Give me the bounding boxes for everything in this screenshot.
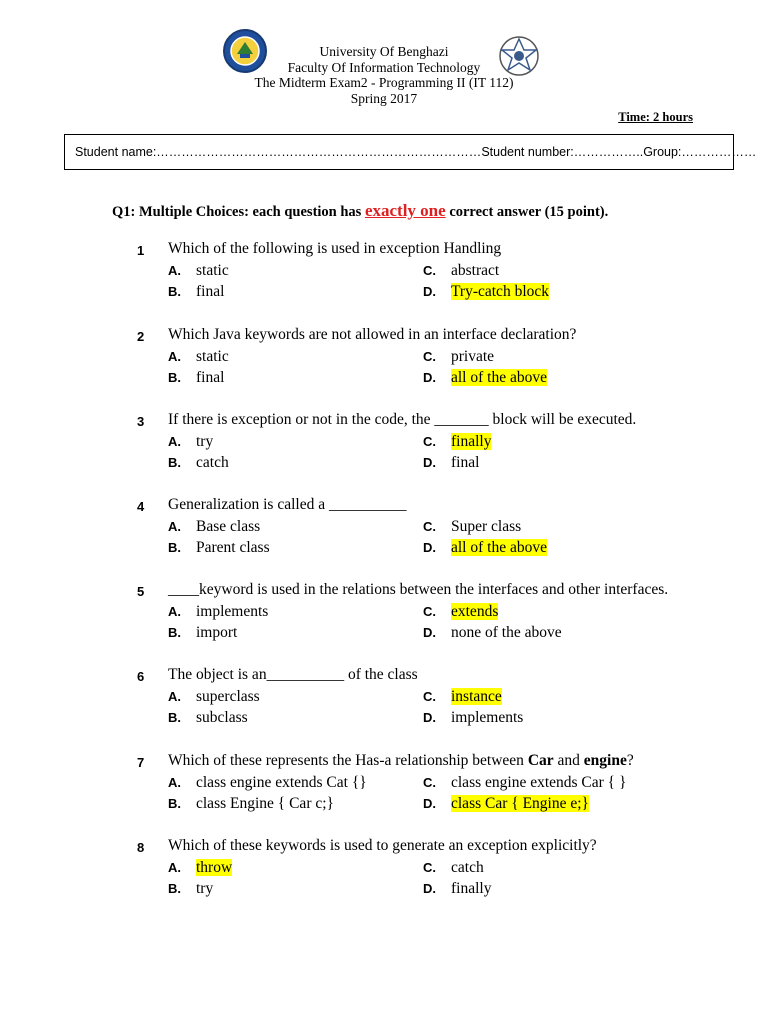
option-b[interactable] [168, 283, 224, 301]
question-number: 8 [137, 840, 145, 855]
question-text: Generalization is called a __________ [168, 496, 407, 513]
option-b[interactable] [168, 454, 229, 472]
correct-answer-highlight: throw [196, 859, 233, 876]
option-letter: C. [423, 689, 436, 704]
option-letter: D. [423, 796, 436, 811]
option-letter: D. [423, 625, 436, 640]
option-letter: B. [168, 625, 181, 640]
student-name-field[interactable]: Student name:…………………………………………………………………… [75, 145, 482, 159]
option-a[interactable] [168, 518, 260, 536]
option-c[interactable] [423, 603, 498, 621]
option-b[interactable] [168, 369, 224, 387]
correct-answer-highlight: finally [451, 433, 492, 450]
option-a[interactable] [168, 262, 229, 280]
option-letter: A. [168, 775, 181, 790]
option-letter: C. [423, 263, 436, 278]
option-text: static [196, 262, 229, 279]
question-text: Which of these keywords is used to generate an exception explicitly? [168, 837, 597, 854]
option-letter: D. [423, 455, 436, 470]
option-c[interactable] [423, 262, 499, 280]
option-text: Base class [196, 518, 261, 535]
option-text: private [451, 348, 495, 365]
option-a[interactable] [168, 433, 213, 451]
option-c[interactable] [423, 774, 626, 792]
correct-answer-highlight: class Car { Engine e;} [451, 795, 589, 812]
question-text: Which Java keywords are not allowed in an interface declaration? [168, 326, 577, 343]
question-number: 4 [137, 499, 145, 514]
exam-duration: Time: 2 hours [618, 110, 693, 124]
option-d[interactable] [423, 454, 479, 472]
option-a[interactable] [168, 774, 367, 792]
option-text: final [196, 369, 225, 386]
faculty-name: Faculty Of Information Technology [287, 59, 481, 75]
option-text: abstract [451, 262, 500, 279]
option-letter: D. [423, 540, 436, 555]
option-letter: A. [168, 263, 181, 278]
option-letter: A. [168, 604, 181, 619]
option-text: static [196, 348, 229, 365]
exam-term: Spring 2017 [350, 90, 418, 106]
correct-answer-highlight: all of the above [451, 539, 547, 556]
question-number: 5 [137, 584, 145, 599]
option-text: try [196, 433, 214, 450]
section-title-suffix: correct answer (15 point). [445, 204, 609, 220]
option-d[interactable] [423, 283, 549, 301]
option-letter: B. [168, 710, 181, 725]
option-text: implements [451, 709, 524, 726]
option-letter: D. [423, 370, 436, 385]
option-d[interactable] [423, 880, 491, 898]
option-c[interactable] [423, 688, 502, 706]
section-title-emphasis: exactly one [364, 201, 446, 220]
option-text: final [196, 283, 225, 300]
question-number: 2 [137, 329, 145, 344]
option-letter: B. [168, 881, 181, 896]
option-d[interactable] [423, 795, 589, 813]
question-number: 7 [137, 755, 145, 770]
option-text: class engine extends Cat {} [196, 774, 367, 791]
option-text: catch [196, 454, 229, 471]
option-b[interactable] [168, 880, 213, 898]
option-text: Parent class [196, 539, 270, 556]
option-letter: D. [423, 881, 436, 896]
question-text: The object is an__________ of the class [168, 666, 418, 683]
question-text: If there is exception or not in the code, the _______ block will be executed. [168, 411, 637, 428]
option-text: none of the above [451, 624, 562, 641]
question-text: ____keyword is used in the relations between the interfaces and other interfaces. [168, 581, 669, 598]
option-letter: B. [168, 540, 181, 555]
option-a[interactable] [168, 688, 260, 706]
section-title [112, 201, 608, 221]
correct-answer-highlight: Try-catch block [451, 283, 550, 300]
correct-answer-highlight: instance [451, 688, 502, 705]
option-d[interactable] [423, 709, 523, 727]
option-c[interactable] [423, 348, 494, 366]
question-number: 6 [137, 669, 145, 684]
option-letter: B. [168, 284, 181, 299]
option-d[interactable] [423, 369, 547, 387]
option-letter: A. [168, 434, 181, 449]
option-b[interactable] [168, 539, 270, 557]
option-letter: C. [423, 434, 436, 449]
question-text: Which of these represents the Has-a relationship between Car and engine? [168, 752, 634, 769]
option-letter: D. [423, 710, 436, 725]
option-text: superclass [196, 688, 260, 705]
question-text: Which of the following is used in exception Handling [168, 240, 502, 257]
option-letter: B. [168, 370, 181, 385]
option-text: Super class [451, 518, 522, 535]
option-letter: A. [168, 519, 181, 534]
option-letter: C. [423, 775, 436, 790]
university-name: University Of Benghazi [319, 44, 449, 59]
option-letter: C. [423, 860, 436, 875]
option-text: class Engine { Car c;} [196, 795, 334, 812]
option-letter: A. [168, 860, 181, 875]
question-number: 3 [137, 414, 145, 429]
student-number-field[interactable]: Student number:…………….. [481, 145, 644, 159]
option-text: finally [451, 880, 492, 897]
option-letter: C. [423, 349, 436, 364]
correct-answer-highlight: all of the above [451, 369, 547, 386]
option-letter: C. [423, 519, 436, 534]
option-letter: B. [168, 796, 181, 811]
option-letter: C. [423, 604, 436, 619]
option-b[interactable] [168, 709, 248, 727]
option-text: final [451, 454, 480, 471]
option-text: import [196, 624, 238, 641]
option-text: implements [196, 603, 269, 620]
option-text: try [196, 880, 214, 897]
correct-answer-highlight: extends [451, 603, 499, 620]
option-letter: D. [423, 284, 436, 299]
option-c[interactable] [423, 518, 521, 536]
option-text: class engine extends Car { } [451, 774, 627, 791]
option-a[interactable] [168, 859, 232, 877]
option-a[interactable] [168, 348, 229, 366]
option-c[interactable] [423, 859, 484, 877]
option-text: subclass [196, 709, 248, 726]
section-title-prefix: Q1: Multiple Choices: each question has [112, 204, 365, 220]
option-text: catch [451, 859, 484, 876]
option-letter: B. [168, 455, 181, 470]
option-c[interactable] [423, 433, 491, 451]
option-letter: A. [168, 349, 181, 364]
question-number: 1 [137, 243, 145, 258]
option-d[interactable] [423, 624, 562, 642]
option-b[interactable] [168, 795, 334, 813]
option-d[interactable] [423, 539, 547, 557]
exam-title: The Midterm Exam2 - Programming II (IT 112) [254, 75, 514, 91]
option-a[interactable] [168, 603, 268, 621]
option-letter: A. [168, 689, 181, 704]
student-info-box [64, 134, 757, 170]
group-field[interactable]: Group:……………… [643, 145, 757, 159]
exam-header [0, 44, 768, 106]
option-b[interactable] [168, 624, 237, 642]
